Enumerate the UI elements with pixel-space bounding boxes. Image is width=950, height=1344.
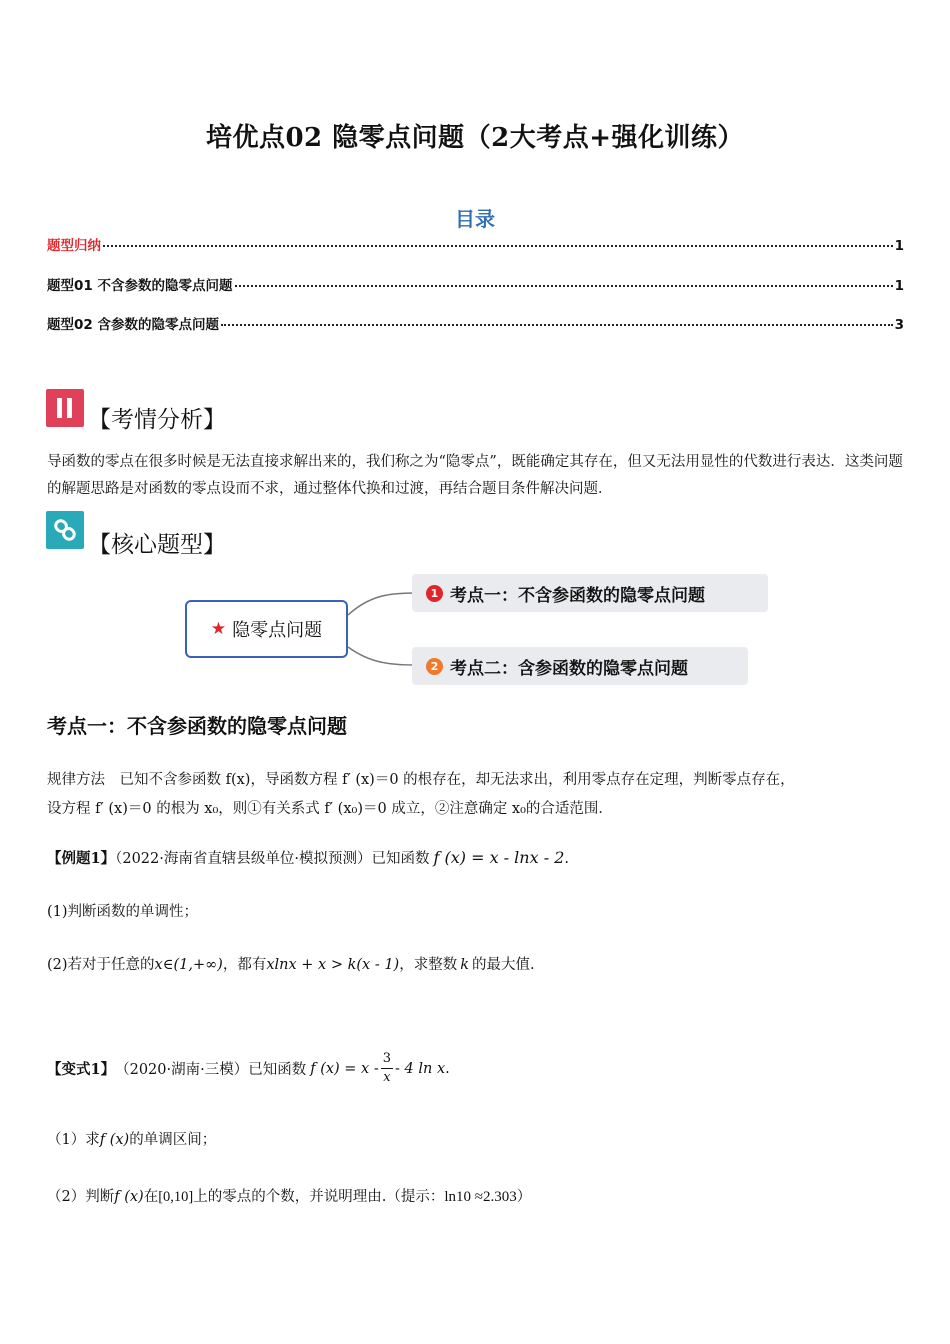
link-chain-icon xyxy=(46,511,84,549)
q2-k: k xyxy=(460,957,470,973)
toc-leader xyxy=(103,245,893,247)
mindmap-branch-label: 考点二：含参函数的隐零点问题 xyxy=(450,658,688,679)
toc-row-label: 题型01 不含参数的隐零点问题 xyxy=(47,278,233,294)
fraction-numerator: 3 xyxy=(381,1050,393,1069)
q1-fx: f (x) xyxy=(99,1132,130,1148)
example-1-q1: (1)判断函数的单调性； xyxy=(47,904,199,920)
toc-row-page: 3 xyxy=(894,317,904,333)
q1-text: （1）求 xyxy=(47,1132,100,1148)
q2-inequality: xlnx + x > k(x - 1) xyxy=(266,957,400,973)
mindmap-center-label: 隐零点问题 xyxy=(232,620,323,641)
variant-formula-lhs: f (x) = x - xyxy=(310,1060,379,1077)
q2-text: （2）判断 xyxy=(47,1189,115,1205)
q2-text: (2)若对于任意的 xyxy=(47,957,155,973)
variant-formula-rhs: - 4 ln x xyxy=(395,1060,446,1077)
core-heading: 【核心题型】 xyxy=(88,532,226,558)
example-tag: 【例题1】 xyxy=(47,850,116,867)
q2-text: 的最大值. xyxy=(472,957,535,973)
q2-fx: f (x) xyxy=(114,1189,144,1205)
q2-text: ） xyxy=(516,1189,532,1205)
method-line-1: 规律方法 已知不含参函数 f(x)，导函数方程 f′ (x)＝0 的根存在，却无法求出，利用零点存在定理，判断零点存在， xyxy=(47,772,795,788)
toc-row[interactable] xyxy=(47,313,904,333)
badge-number: 1 xyxy=(426,585,443,602)
q1-text: 的单调区间； xyxy=(129,1132,217,1148)
example-formula: f (x) = x - lnx - 2 xyxy=(433,848,565,867)
variant-1-header: 【变式1】 （2020·湖南·三模）已知函数 f (x) = x - $\frac{3}{x}$ - 4 ln x . xyxy=(47,1051,450,1085)
q2-text: 上的零点的个数，并说明理由.（提示： xyxy=(193,1189,445,1205)
mindmap-branch-label: 考点一：不含参函数的隐零点问题 xyxy=(450,585,705,606)
toc-leader xyxy=(221,324,893,326)
method-line-2: 设方程 f′ (x)＝0 的根为 x₀，则①有关系式 f′ (x₀)＝0 成立，②注意确定 x₀的合适范围． xyxy=(47,801,613,817)
toc-heading: 目录 xyxy=(455,207,495,231)
badge-number: 2 xyxy=(426,658,443,675)
analysis-heading: 【考情分析】 xyxy=(88,407,226,433)
fraction-denominator: x xyxy=(383,1070,391,1085)
variant-1-q1 xyxy=(47,1128,216,1149)
toc-row[interactable] xyxy=(47,274,904,294)
q2-set: x∈(1,+∞) xyxy=(154,957,223,973)
variant-1-q2 xyxy=(47,1185,531,1206)
q2-hint: ln10 ≈2.303 xyxy=(444,1189,517,1205)
toc-row-page: 1 xyxy=(894,238,904,254)
toc-leader xyxy=(235,285,893,287)
variant-tag: 【变式1】 xyxy=(47,1061,116,1078)
example-1-header: 【例题1】（2022·海南省直辖县级单位·模拟预测）已知函数 f (x) = x - lnx - 2. xyxy=(47,848,569,867)
mindmap-branch-2 xyxy=(412,647,748,685)
q2-text: ，求整数 xyxy=(399,957,458,973)
q2-interval: [0,10] xyxy=(158,1189,194,1205)
example-source: （2022·海南省直辖县级单位·模拟预测）已知函数 xyxy=(115,851,430,867)
example-1-q2 xyxy=(47,953,535,974)
pause-bars-icon xyxy=(46,389,84,427)
mindmap-center-node xyxy=(185,600,348,658)
page-title: 培优点02 隐零点问题（2大考点+强化训练） xyxy=(205,123,745,153)
toc-row-label: 题型归纳 xyxy=(47,238,101,254)
star-icon: ★ xyxy=(210,619,227,639)
fraction xyxy=(381,1050,393,1087)
analysis-text: 导函数的零点在很多时候是无法直接求解出来的，我们称之为“隐零点”，既能确定其存在，但又无法用显性的代数进行表达．这类问题的解题思路是对函数的零点设而不求，通过整体代换和过渡，再结合题目条件解决问题． xyxy=(47,454,903,497)
q2-text: ，都有 xyxy=(222,957,267,973)
toc-row-page: 1 xyxy=(894,278,904,294)
toc-row[interactable] xyxy=(47,234,904,254)
variant-source: （2020·湖南·三模）已知函数 xyxy=(115,1062,307,1078)
q2-text: 在 xyxy=(143,1189,159,1205)
toc-row-label: 题型02 含参数的隐零点问题 xyxy=(47,317,219,333)
section-heading: 考点一：不含参函数的隐零点问题 xyxy=(47,714,347,738)
mindmap-branch-1 xyxy=(412,574,768,612)
